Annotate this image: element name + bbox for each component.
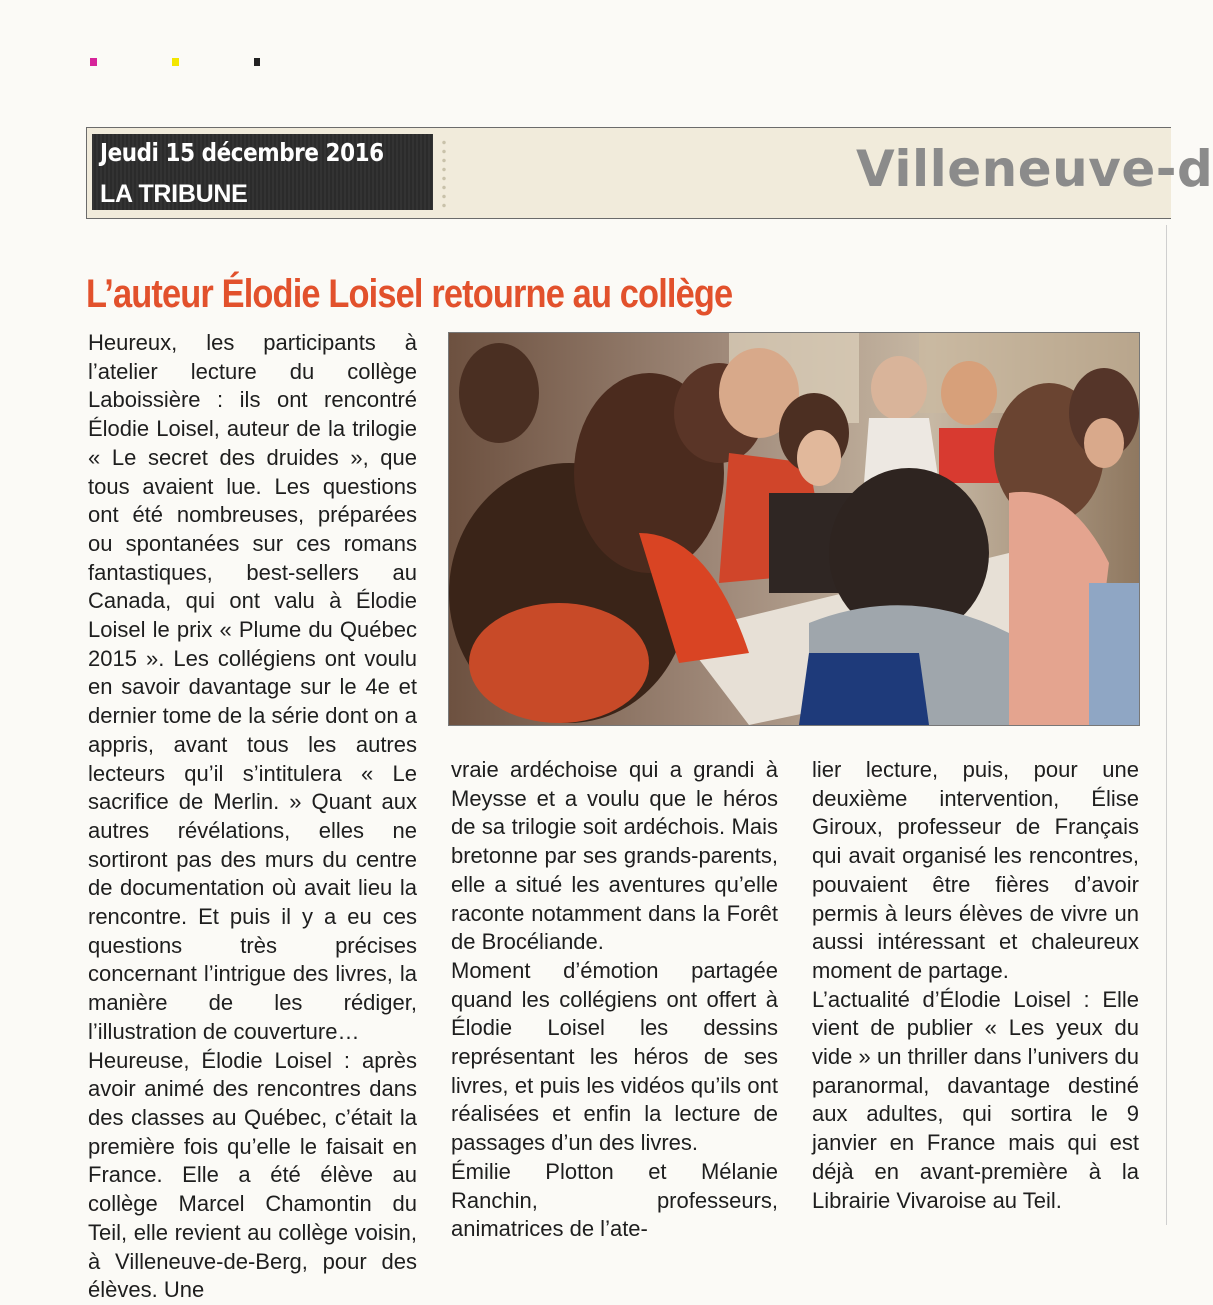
header-separator [442,138,446,210]
registration-mark-black [254,58,260,66]
article-column-2 [451,756,778,1244]
photo-illustration [449,333,1139,725]
page-edge-line [1166,225,1167,1225]
section-town-name: Villeneuve-d [856,140,1213,198]
newspaper-name: LA TRIBUNE [100,180,248,208]
registration-mark-magenta [90,58,97,66]
issue-date: Jeudi 15 décembre 2016 [100,138,384,167]
paragraph: Heureuse, Élodie Loisel : après avoir animé des rencontres dans des classes au Québec, c’était la première fois qu’elle le faisait en France. Elle a été élève au collège Marcel Chamontin du Teil, elle revient au collège voisin, à Villeneuve-de-Berg, pour des élèves. Une [88,1047,417,1303]
article-photo [448,332,1140,726]
article-column-1 [88,329,417,1305]
registration-mark-yellow [172,58,179,66]
paragraph: Émilie Plotton et Mélanie Ranchin, professeurs, animatrices de l’ate- [451,1158,778,1242]
paragraph: vraie ardéchoise qui a grandi à Meysse et a voulu que le héros de sa trilogie soit ardéchois. Mais bretonne par ses grands-parents, elle a situé les aventures qu’elle raconte notamment dans la Forêt de Brocéliande. [451,757,778,955]
paragraph: Heureux, les participants à l’atelier lecture du collège Laboissière : ils ont rencontré Élodie Loisel, auteur de la trilogie « Le secret des druides », que tous avaient lue. Les questions ont été nombreuses, préparées ou spontanées sur ces romans fantastiques, best-sellers au Canada, qui ont valu à Élodie Loisel le prix « Plume du Québec 2015 ». Les collégiens ont voulu en savoir davantage sur le 4e et dernier tome de la série dont on a appris, avant tous les autres lecteurs qu’il s’intitulera « Le sacrifice de Merlin. » Quant aux autres révélations, elles ne sortiront pas des murs du centre de documentation où avait lieu la rencontre. Et puis il y a eu ces questions très précises concernant l’intrigue des livres, la manière de les rédiger, l’illustration de couverture… [88,330,417,1044]
article-headline: L’auteur Élodie Loisel retourne au collège [86,272,733,316]
article-column-3 [812,756,1139,1215]
paragraph: Moment d’émotion partagée quand les collégiens ont offert à Élodie Loisel les dessins représentant les héros de ses livres, et puis les vidéos qu’ils ont réalisées et enfin la lecture de passages d’un des livres. [451,957,778,1156]
paragraph: L’actualité d’Élodie Loisel : Elle vient de publier « Les yeux du vide » un thriller dans l’univers du paranormal, davantage destiné aux adultes, qui sortira le 9 janvier en France mais qui est déjà en avant-première à la Librairie Vivaroise au Teil. [812,986,1139,1213]
paragraph: lier lecture, puis, pour une deuxième intervention, Élise Giroux, professeur de Français qui avait organisé les rencontres, pouvaient être fières d’avoir permis à leurs élèves de vivre un aussi intéressant et chaleureux moment de partage. [812,757,1139,983]
